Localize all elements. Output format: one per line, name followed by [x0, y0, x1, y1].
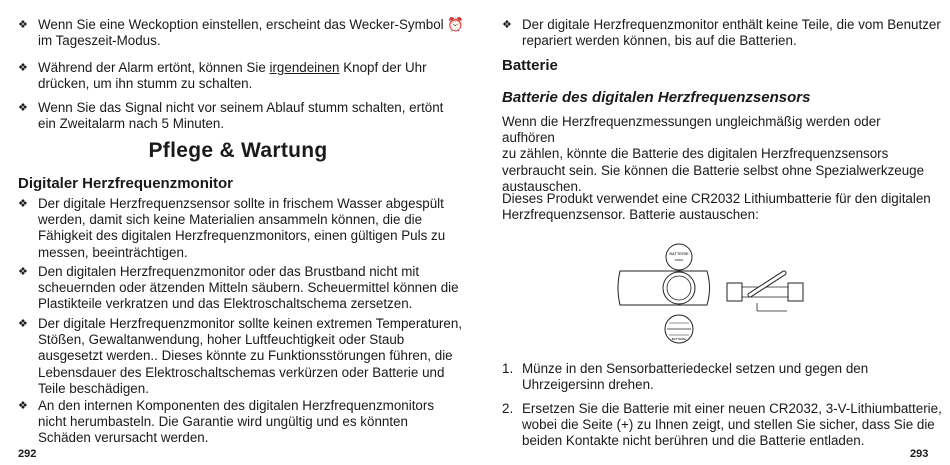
battery-icon: [663, 272, 695, 304]
bullet-alarm-symbol: [18, 17, 468, 49]
bullet-text-before: Während der Alarm ertönt, können Sie: [38, 60, 270, 75]
step-1: [502, 361, 942, 393]
bullet-alarm-mute: [18, 60, 468, 92]
diamond-bullet-icon: ❖: [18, 400, 28, 412]
bullet-text: Wenn Sie das Signal nicht vor seinem Ablauf stumm schalten, ertönt ein Zweitalarm nach 5 Minuten.: [38, 100, 444, 132]
bullet-text: Wenn Sie eine Weckoption einstellen, erscheint das Wecker-Symbol ⏰ im Tageszeit-Modus.: [38, 17, 465, 49]
diamond-bullet-icon: ❖: [18, 102, 28, 114]
bullet-text: Der digitale Herzfrequenzmonitor sollte keinen extremen Temperaturen, Stößen, Gewaltanwendung, hoher Luftfeuchtigkeit oder Staub ausgesetzt werden.. Dieses könnte zu Funktionsstörungen führen, die Lebensdauer des Elektroschaltschemas verkürzen oder Batterie und Teile beschädigen.: [38, 316, 463, 396]
battery-replacement-diagram: [612, 243, 862, 348]
step-2: [502, 401, 950, 450]
section-heading: Batterie: [502, 57, 558, 74]
step-number: 2.: [502, 401, 514, 416]
cover-label-bottom: BATTERIE: [671, 337, 687, 341]
bullet-text-after: Knopf der Uhr drücken, um ihn stumm zu schalten.: [38, 60, 427, 92]
diamond-bullet-icon: ❖: [18, 19, 28, 31]
bullet-no-user-parts: [502, 17, 950, 49]
bullet-care-3: [18, 316, 470, 397]
diamond-bullet-icon: ❖: [18, 198, 28, 210]
underlined-word: irgendeinen: [269, 60, 340, 75]
subsection-heading: Batterie des digitalen Herzfrequenzsensors: [502, 89, 811, 106]
cover-label-sub: OPEN: [674, 258, 684, 262]
coin-in-slot-side-view: [727, 273, 803, 311]
bullet-care-2: [18, 264, 468, 313]
bullet-text: Den digitalen Herzfrequenzmonitor oder das Brustband nicht mit scheuernden oder ätzenden Mitteln säubern. Scheuermittel können die Plastikteile verkratzen und das Elektroschaltschema zersetzen.: [38, 264, 459, 312]
page-number: 293: [910, 448, 929, 460]
paragraph-battery-symptoms: Wenn die Herzfrequenzmessungen ungleichmäßig werden oder aufhören zu zählen, könnte die Batterie des digitalen Herzfrequenzsensors verbraucht sein. Sie können die Batterie selbst ohne Spezialwerkzeuge austauschen.: [502, 114, 925, 194]
step-text: Ersetzen Sie die Batterie mit einer neuen CR2032, 3-V-Lithiumbatterie, wobei die Seite (+) zu Ihnen zeigt, und stellen Sie sicher, dass Sie die beiden Kontakte nicht berühren und die Batterie entladen.: [522, 401, 942, 449]
page-title: Pflege & Wartung: [148, 139, 328, 162]
bullet-text: Der digitale Herzfrequenzmonitor enthält keine Teile, die vom Benutzer repariert werden können, bis auf die Batterien.: [522, 17, 941, 49]
page-number: 292: [18, 448, 37, 460]
diamond-bullet-icon: ❖: [502, 19, 512, 31]
battery-cover-closed-icon: [665, 315, 693, 343]
bullet-care-1: [18, 196, 468, 261]
battery-cover-open-icon: [666, 244, 692, 270]
step-text: Münze in den Sensorbatteriedeckel setzen und gegen den Uhrzeigersinn drehen.: [522, 361, 869, 393]
bullet-second-alarm: [18, 100, 468, 132]
diamond-bullet-icon: ❖: [18, 318, 28, 330]
diamond-bullet-icon: ❖: [18, 266, 28, 278]
section-heading: Digitaler Herzfrequenzmonitor: [18, 175, 234, 192]
diamond-bullet-icon: ❖: [18, 62, 28, 74]
cover-label-top: BATTERIE: [669, 251, 689, 256]
bullet-text: Der digitale Herzfrequenzsensor sollte in frischem Wasser abgespült werden, damit sich keine Materialien ansammeln können, die die Fähigkeit des digitalen Herzfrequenzmonitors, einen gültigen Puls zu messen, beeinträchtigen.: [38, 196, 446, 260]
bullet-text: An den internen Komponenten des digitalen Herzfrequenzmonitors nicht herumbasteln. Die Garantie wird ungültig und es könnten Schäden verursacht werden.: [38, 398, 435, 446]
bullet-care-4: [18, 398, 468, 447]
step-number: 1.: [502, 361, 514, 376]
paragraph-battery-type: Dieses Produkt verwendet eine CR2032 Lithiumbatterie für den digitalen Herzfrequenzsensor. Batterie austauschen:: [502, 191, 931, 223]
